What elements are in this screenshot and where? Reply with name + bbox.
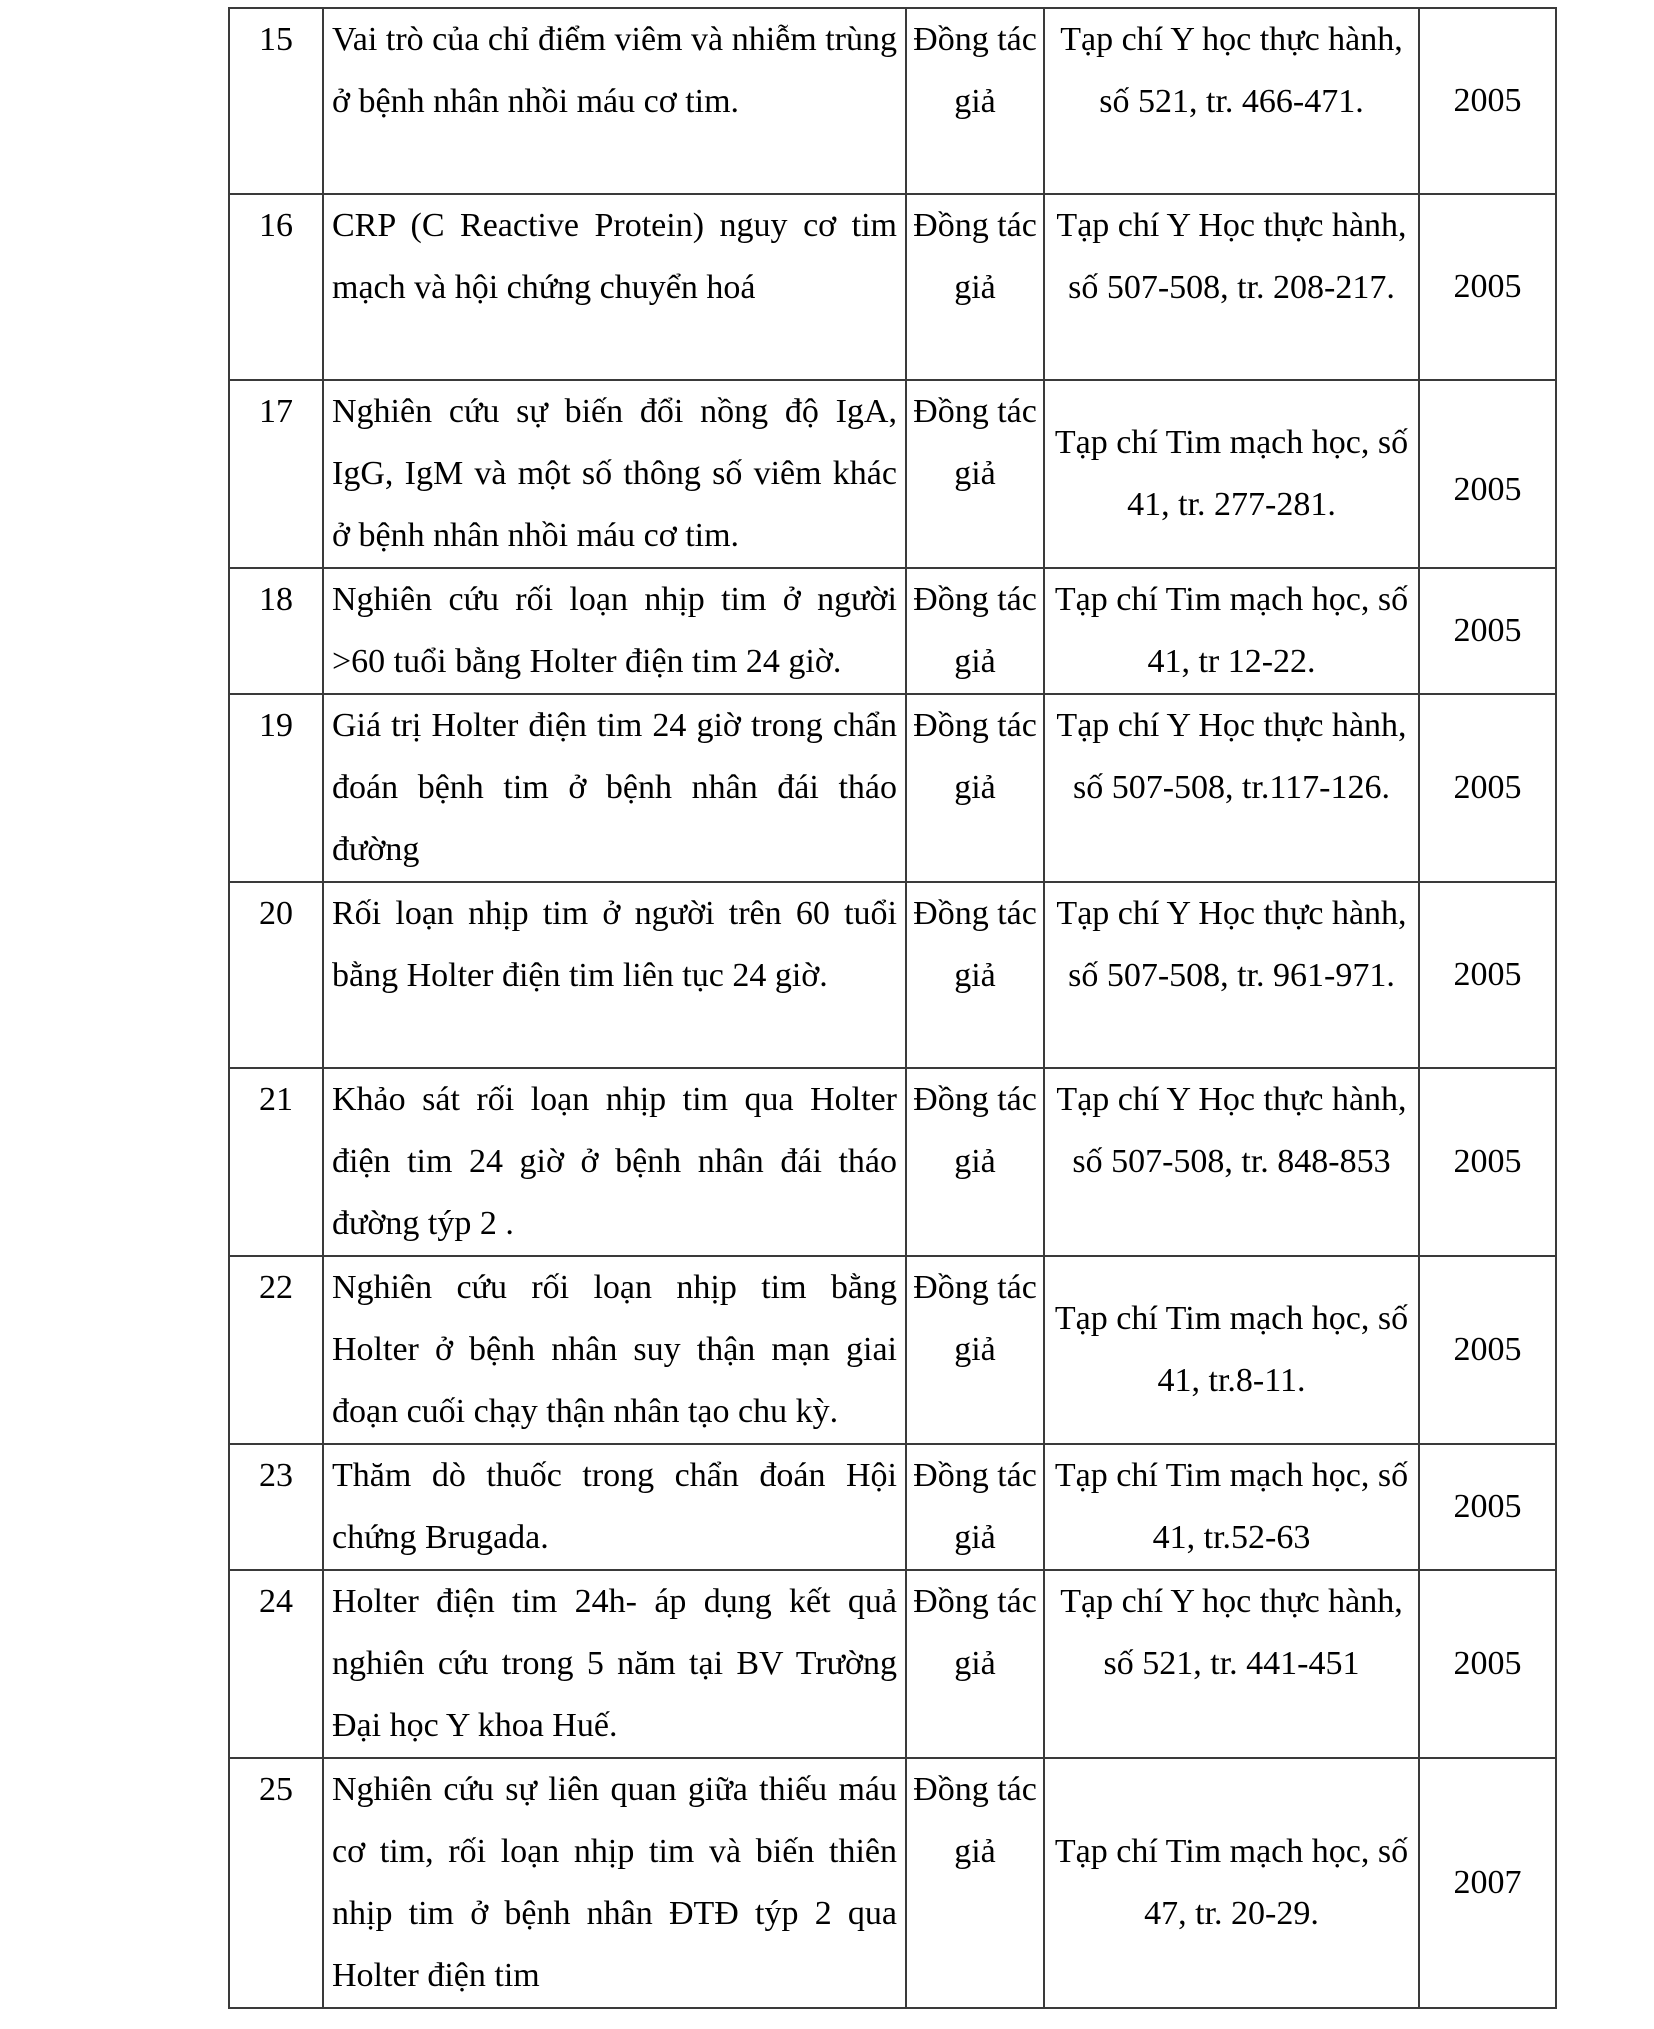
row-number: 15 [229,8,323,194]
table-row [229,694,1556,882]
author-role: Đồng tác giả [906,882,1044,1068]
publication-year: 2005 [1419,194,1556,380]
publication-title: Khảo sát rối loạn nhịp tim qua Holter điện tim 24 giờ ở bệnh nhân đái tháo đường týp 2 . [323,1068,906,1256]
table-row [229,568,1556,694]
publications-table [228,7,1557,2009]
publication-title: Vai trò của chỉ điểm viêm và nhiễm trùng ở bệnh nhân nhồi máu cơ tim. [323,8,906,194]
publication-title: Nghiên cứu rối loạn nhịp tim ở người >60 tuổi bằng Holter điện tim 24 giờ. [323,568,906,694]
journal-citation: Tạp chí Tim mạch học, số 41, tr.52-63 [1044,1444,1419,1570]
row-number: 24 [229,1570,323,1758]
row-number: 20 [229,882,323,1068]
publication-year: 2005 [1419,1444,1556,1570]
table-row [229,1068,1556,1256]
publication-year: 2005 [1419,8,1556,194]
journal-citation: Tạp chí Tim mạch học, số 41, tr 12-22. [1044,568,1419,694]
publication-year: 2005 [1419,568,1556,694]
publication-year: 2005 [1419,882,1556,1068]
journal-citation: Tạp chí Y học thực hành, số 521, tr. 441-451 [1044,1570,1419,1758]
publication-title: Nghiên cứu sự biến đổi nồng độ IgA, IgG, IgM và một số thông số viêm khác ở bệnh nhân nhồi máu cơ tim. [323,380,906,568]
table-row [229,1570,1556,1758]
publication-title: Nghiên cứu sự liên quan giữa thiếu máu cơ tim, rối loạn nhịp tim và biến thiên nhịp tim ở bệnh nhân ĐTĐ týp 2 qua Holter điện tim [323,1758,906,2008]
table-row [229,194,1556,380]
journal-citation: Tạp chí Y Học thực hành, số 507-508, tr.117-126. [1044,694,1419,882]
author-role: Đồng tác giả [906,1256,1044,1444]
row-number: 22 [229,1256,323,1444]
author-role: Đồng tác giả [906,1570,1044,1758]
publication-year: 2007 [1419,1758,1556,2008]
author-role: Đồng tác giả [906,1758,1044,2008]
publication-title: Nghiên cứu rối loạn nhịp tim bằng Holter ở bệnh nhân suy thận mạn giai đoạn cuối chạy thận nhân tạo chu kỳ. [323,1256,906,1444]
publication-year: 2005 [1419,1256,1556,1444]
row-number: 17 [229,380,323,568]
row-number: 23 [229,1444,323,1570]
publication-year: 2005 [1419,1570,1556,1758]
journal-citation: Tạp chí Tim mạch học, số 41, tr. 277-281. [1044,380,1419,568]
publication-year: 2005 [1419,1068,1556,1256]
row-number: 16 [229,194,323,380]
journal-citation: Tạp chí Tim mạch học, số 47, tr. 20-29. [1044,1758,1419,2008]
row-number: 25 [229,1758,323,2008]
table-row [229,8,1556,194]
author-role: Đồng tác giả [906,694,1044,882]
table-row [229,1256,1556,1444]
journal-citation: Tạp chí Y học thực hành, số 521, tr. 466-471. [1044,8,1419,194]
author-role: Đồng tác giả [906,568,1044,694]
table-row [229,1758,1556,2008]
author-role: Đồng tác giả [906,8,1044,194]
author-role: Đồng tác giả [906,194,1044,380]
publication-year-text: 2005 [1453,470,1522,508]
table-row [229,1444,1556,1570]
author-role: Đồng tác giả [906,1444,1044,1570]
publication-title: Giá trị Holter điện tim 24 giờ trong chẩn đoán bệnh tim ở bệnh nhân đái tháo đường [323,694,906,882]
journal-citation: Tạp chí Y Học thực hành, số 507-508, tr. 961-971. [1044,882,1419,1068]
author-role: Đồng tác giả [906,1068,1044,1256]
row-number: 18 [229,568,323,694]
row-number: 19 [229,694,323,882]
publication-year [1419,380,1556,568]
publication-title: Rối loạn nhịp tim ở người trên 60 tuổi bằng Holter điện tim liên tục 24 giờ. [323,882,906,1068]
author-role: Đồng tác giả [906,380,1044,568]
journal-citation: Tạp chí Y Học thực hành, số 507-508, tr. 848-853 [1044,1068,1419,1256]
table-row [229,882,1556,1068]
journal-citation: Tạp chí Tim mạch học, số 41, tr.8-11. [1044,1256,1419,1444]
row-number: 21 [229,1068,323,1256]
table-row [229,380,1556,568]
publication-year: 2005 [1419,694,1556,882]
publication-title: Thăm dò thuốc trong chẩn đoán Hội chứng Brugada. [323,1444,906,1570]
publication-title: CRP (C Reactive Protein) nguy cơ tim mạch và hội chứng chuyển hoá [323,194,906,380]
journal-citation: Tạp chí Y Học thực hành, số 507-508, tr. 208-217. [1044,194,1419,380]
publication-title: Holter điện tim 24h- áp dụng kết quả nghiên cứu trong 5 năm tại BV Trường Đại học Y khoa Huế. [323,1570,906,1758]
